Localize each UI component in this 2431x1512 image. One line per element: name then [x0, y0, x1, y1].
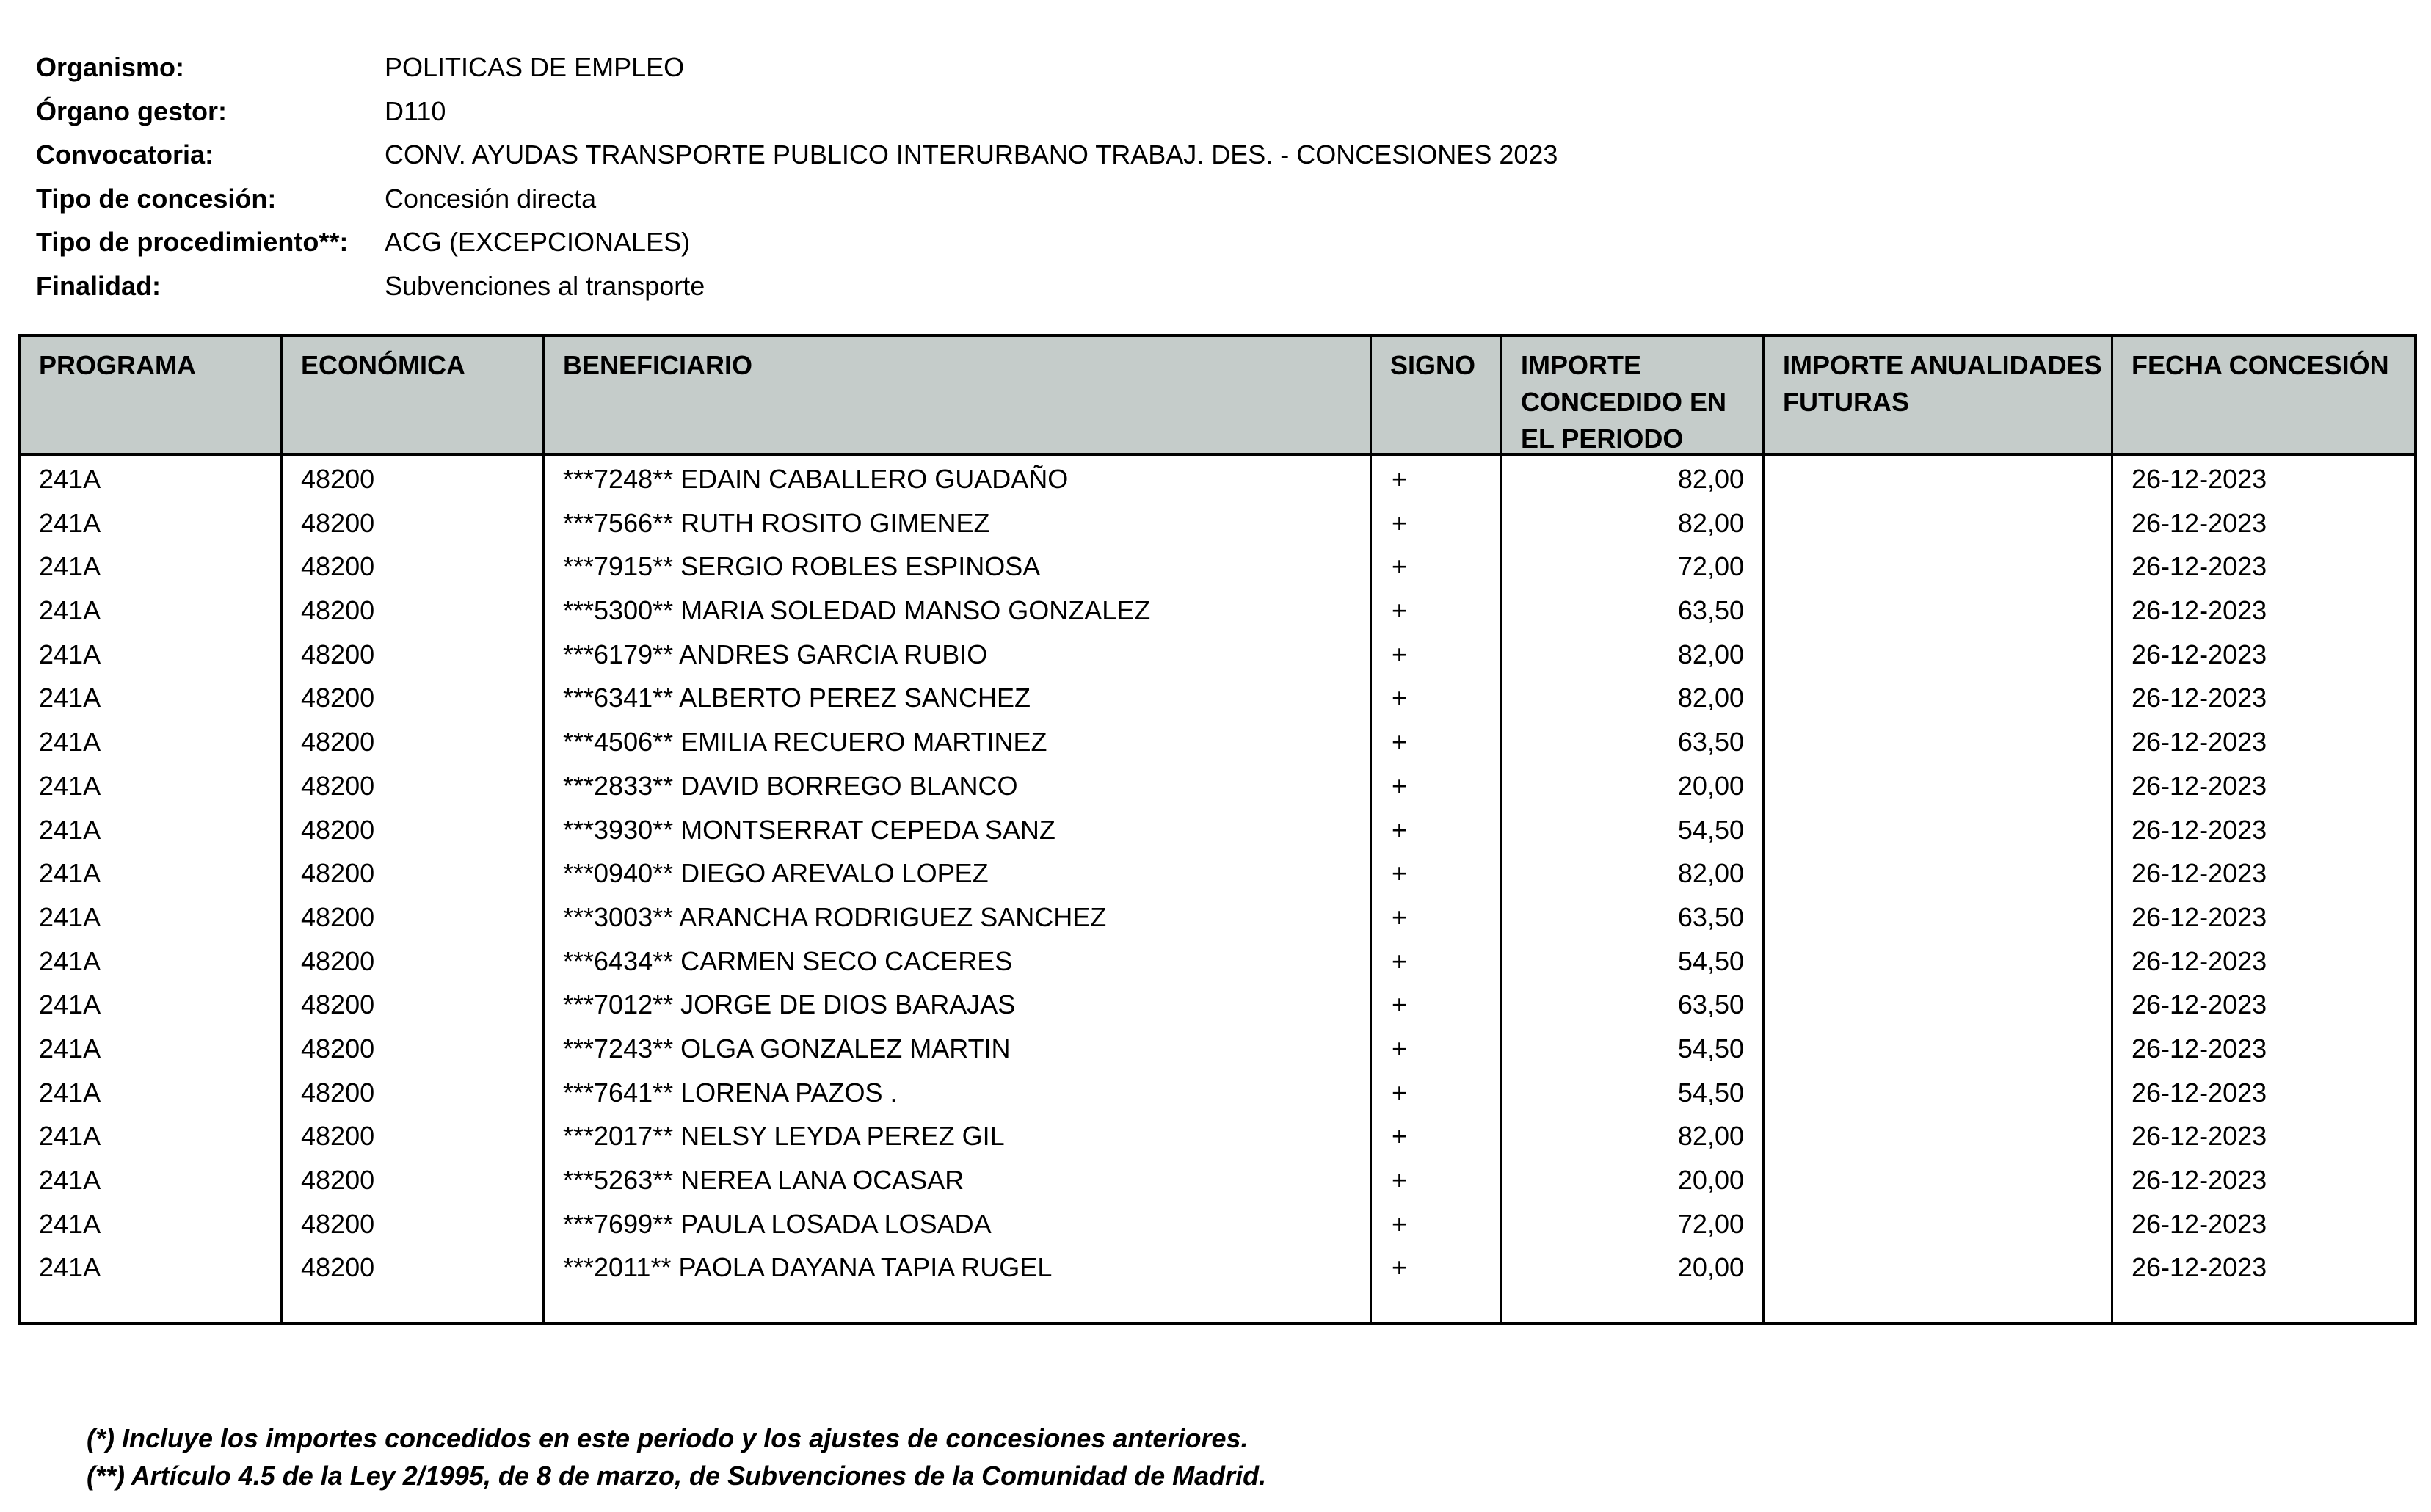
- cell-fecha-concesion: 26-12-2023: [2132, 683, 2267, 713]
- cell-programa: 241A: [39, 1165, 101, 1195]
- cell-fecha-concesion: 26-12-2023: [2132, 901, 2267, 932]
- cell-beneficiario: ***3930** MONTSERRAT CEPEDA SANZ: [563, 814, 1055, 845]
- cell-signo: +: [1392, 639, 1408, 669]
- cell-economica: 48200: [301, 639, 375, 669]
- cell-programa: 241A: [39, 683, 101, 713]
- table-row: [21, 763, 2414, 807]
- cell-beneficiario: ***3003** ARANCHA RODRIGUEZ SANCHEZ: [563, 901, 1107, 932]
- cell-signo: +: [1392, 989, 1408, 1020]
- cell-programa: 241A: [39, 1208, 101, 1239]
- cell-fecha-concesion: 26-12-2023: [2132, 1165, 2267, 1195]
- table-header: [21, 337, 2414, 456]
- cell-signo: +: [1392, 551, 1408, 582]
- cell-programa: 241A: [39, 595, 101, 626]
- cell-signo: +: [1392, 945, 1408, 976]
- cell-signo: +: [1392, 858, 1408, 889]
- table-row: [21, 1025, 2414, 1069]
- cell-importe-concedido: 54,50: [1677, 814, 1744, 845]
- table-body: [21, 456, 2414, 1288]
- cell-signo: +: [1392, 1208, 1408, 1239]
- cell-importe-concedido: 72,00: [1677, 1208, 1744, 1239]
- cell-importe-concedido: 54,50: [1677, 1033, 1744, 1064]
- column-header-fecha-concesion: FECHA CONCESIÓN: [2132, 350, 2389, 380]
- cell-signo: +: [1392, 595, 1408, 626]
- footnote: (*) Incluye los importes concedidos en este periodo y los ajustes de concesiones anteriores.: [87, 1423, 1249, 1453]
- meta-label: Órgano gestor:: [36, 95, 228, 126]
- cell-importe-concedido: 63,50: [1677, 595, 1744, 626]
- meta-value: Subvenciones al transporte: [385, 270, 705, 301]
- cell-economica: 48200: [301, 1121, 375, 1152]
- cell-programa: 241A: [39, 989, 101, 1020]
- cell-beneficiario: ***4506** EMILIA RECUERO MARTINEZ: [563, 727, 1047, 757]
- cell-fecha-concesion: 26-12-2023: [2132, 858, 2267, 889]
- cell-economica: 48200: [301, 1252, 375, 1283]
- cell-signo: +: [1392, 1033, 1408, 1064]
- cell-programa: 241A: [39, 770, 101, 801]
- cell-importe-concedido: 82,00: [1677, 858, 1744, 889]
- meta-row: [36, 90, 1558, 134]
- cell-signo: +: [1392, 507, 1408, 538]
- cell-signo: +: [1392, 770, 1408, 801]
- cell-beneficiario: ***7699** PAULA LOSADA LOSADA: [563, 1208, 992, 1239]
- cell-importe-concedido: 63,50: [1677, 901, 1744, 932]
- cell-beneficiario: ***0940** DIEGO AREVALO LOPEZ: [563, 858, 989, 889]
- cell-importe-concedido: 54,50: [1677, 945, 1744, 976]
- meta-row: [36, 46, 1558, 90]
- cell-importe-concedido: 54,50: [1677, 1077, 1744, 1108]
- cell-fecha-concesion: 26-12-2023: [2132, 507, 2267, 538]
- cell-signo: +: [1392, 1165, 1408, 1195]
- table-row: [21, 1244, 2414, 1288]
- cell-signo: +: [1392, 727, 1408, 757]
- cell-programa: 241A: [39, 814, 101, 845]
- cell-fecha-concesion: 26-12-2023: [2132, 1033, 2267, 1064]
- table-row: [21, 1069, 2414, 1113]
- cell-beneficiario: ***2833** DAVID BORREGO BLANCO: [563, 770, 1018, 801]
- cell-importe-concedido: 82,00: [1677, 464, 1744, 494]
- cell-programa: 241A: [39, 507, 101, 538]
- cell-fecha-concesion: 26-12-2023: [2132, 814, 2267, 845]
- cell-economica: 48200: [301, 858, 375, 889]
- cell-programa: 241A: [39, 727, 101, 757]
- cell-economica: 48200: [301, 814, 375, 845]
- cell-programa: 241A: [39, 901, 101, 932]
- cell-beneficiario: ***7641** LORENA PAZOS .: [563, 1077, 898, 1108]
- cell-importe-concedido: 20,00: [1677, 770, 1744, 801]
- cell-importe-concedido: 82,00: [1677, 683, 1744, 713]
- cell-beneficiario: ***6434** CARMEN SECO CACERES: [563, 945, 1013, 976]
- cell-beneficiario: ***7248** EDAIN CABALLERO GUADAÑO: [563, 464, 1069, 494]
- cell-importe-concedido: 82,00: [1677, 507, 1744, 538]
- cell-programa: 241A: [39, 945, 101, 976]
- table-row: [21, 456, 2414, 500]
- cell-economica: 48200: [301, 770, 375, 801]
- cell-fecha-concesion: 26-12-2023: [2132, 639, 2267, 669]
- cell-programa: 241A: [39, 1252, 101, 1283]
- table-row: [21, 807, 2414, 851]
- meta-label: Tipo de concesión:: [36, 183, 277, 214]
- table-row: [21, 675, 2414, 719]
- table-row: [21, 850, 2414, 894]
- cell-economica: 48200: [301, 683, 375, 713]
- cell-economica: 48200: [301, 551, 375, 582]
- cell-signo: +: [1392, 901, 1408, 932]
- table-row: [21, 1201, 2414, 1245]
- cell-beneficiario: ***5263** NEREA LANA OCASAR: [563, 1165, 964, 1195]
- cell-fecha-concesion: 26-12-2023: [2132, 770, 2267, 801]
- cell-economica: 48200: [301, 727, 375, 757]
- cell-signo: +: [1392, 814, 1408, 845]
- document-metadata: [36, 46, 1558, 308]
- meta-label: Tipo de procedimiento**:: [36, 227, 349, 257]
- table-row: [21, 1113, 2414, 1157]
- cell-economica: 48200: [301, 595, 375, 626]
- meta-row: [36, 220, 1558, 264]
- column-header-signo: SIGNO: [1390, 350, 1476, 380]
- cell-programa: 241A: [39, 1033, 101, 1064]
- column-header-economica: ECONÓMICA: [301, 350, 465, 380]
- cell-importe-concedido: 63,50: [1677, 727, 1744, 757]
- table-row: [21, 587, 2414, 631]
- cell-beneficiario: ***5300** MARIA SOLEDAD MANSO GONZALEZ: [563, 595, 1151, 626]
- cell-signo: +: [1392, 1252, 1408, 1283]
- meta-label: Convocatoria:: [36, 139, 214, 170]
- meta-value: CONV. AYUDAS TRANSPORTE PUBLICO INTERURBANO TRABAJ. DES. - CONCESIONES 2023: [385, 139, 1558, 170]
- cell-economica: 48200: [301, 464, 375, 494]
- cell-signo: +: [1392, 464, 1408, 494]
- cell-signo: +: [1392, 1121, 1408, 1152]
- cell-fecha-concesion: 26-12-2023: [2132, 1252, 2267, 1283]
- table-row: [21, 981, 2414, 1025]
- meta-label: Organismo:: [36, 52, 185, 82]
- cell-importe-concedido: 20,00: [1677, 1165, 1744, 1195]
- cell-importe-concedido: 82,00: [1677, 639, 1744, 669]
- cell-economica: 48200: [301, 945, 375, 976]
- table-row: [21, 500, 2414, 544]
- table-row: [21, 719, 2414, 763]
- cell-fecha-concesion: 26-12-2023: [2132, 1208, 2267, 1239]
- cell-importe-concedido: 82,00: [1677, 1121, 1744, 1152]
- column-header-beneficiario: BENEFICIARIO: [563, 350, 753, 380]
- table-row: [21, 543, 2414, 587]
- cell-beneficiario: ***2011** PAOLA DAYANA TAPIA RUGEL: [563, 1252, 1053, 1283]
- meta-row: [36, 177, 1558, 221]
- meta-value: POLITICAS DE EMPLEO: [385, 52, 685, 82]
- cell-economica: 48200: [301, 1077, 375, 1108]
- meta-row: [36, 264, 1558, 308]
- cell-fecha-concesion: 26-12-2023: [2132, 1077, 2267, 1108]
- cell-importe-concedido: 72,00: [1677, 551, 1744, 582]
- cell-fecha-concesion: 26-12-2023: [2132, 595, 2267, 626]
- column-header-programa: PROGRAMA: [39, 350, 196, 380]
- table-row: [21, 938, 2414, 982]
- meta-value: Concesión directa: [385, 183, 597, 214]
- cell-signo: +: [1392, 683, 1408, 713]
- cell-beneficiario: ***7566** RUTH ROSITO GIMENEZ: [563, 507, 990, 538]
- cell-economica: 48200: [301, 1165, 375, 1195]
- cell-economica: 48200: [301, 901, 375, 932]
- meta-value: ACG (EXCEPCIONALES): [385, 227, 691, 257]
- column-header-importe-concedido: IMPORTE CONCEDIDO EN EL PERIODO: [1521, 350, 1727, 454]
- meta-row: [36, 133, 1558, 177]
- cell-fecha-concesion: 26-12-2023: [2132, 945, 2267, 976]
- cell-beneficiario: ***7243** OLGA GONZALEZ MARTIN: [563, 1033, 1011, 1064]
- footnote: (**) Artículo 4.5 de la Ley 2/1995, de 8 de marzo, de Subvenciones de la Comunidad de Madrid.: [87, 1461, 1267, 1491]
- cell-beneficiario: ***6179** ANDRES GARCIA RUBIO: [563, 639, 988, 669]
- cell-importe-concedido: 20,00: [1677, 1252, 1744, 1283]
- column-header-importe-anualidades: IMPORTE ANUALIDADES FUTURAS: [1783, 350, 2102, 417]
- cell-economica: 48200: [301, 989, 375, 1020]
- cell-beneficiario: ***2017** NELSY LEYDA PEREZ GIL: [563, 1121, 1005, 1152]
- cell-economica: 48200: [301, 1033, 375, 1064]
- cell-economica: 48200: [301, 507, 375, 538]
- table-row: [21, 1157, 2414, 1201]
- cell-importe-concedido: 63,50: [1677, 989, 1744, 1020]
- cell-fecha-concesion: 26-12-2023: [2132, 727, 2267, 757]
- cell-signo: +: [1392, 1077, 1408, 1108]
- footnotes: [87, 1420, 1266, 1494]
- table-row: [21, 894, 2414, 938]
- cell-beneficiario: ***7915** SERGIO ROBLES ESPINOSA: [563, 551, 1041, 582]
- grants-table: [18, 334, 2417, 1325]
- meta-label: Finalidad:: [36, 270, 161, 301]
- table-row: [21, 631, 2414, 675]
- cell-beneficiario: ***7012** JORGE DE DIOS BARAJAS: [563, 989, 1016, 1020]
- cell-programa: 241A: [39, 551, 101, 582]
- cell-programa: 241A: [39, 464, 101, 494]
- cell-fecha-concesion: 26-12-2023: [2132, 464, 2267, 494]
- cell-fecha-concesion: 26-12-2023: [2132, 551, 2267, 582]
- cell-economica: 48200: [301, 1208, 375, 1239]
- meta-value: D110: [385, 95, 446, 126]
- cell-fecha-concesion: 26-12-2023: [2132, 1121, 2267, 1152]
- cell-programa: 241A: [39, 858, 101, 889]
- cell-programa: 241A: [39, 1077, 101, 1108]
- cell-programa: 241A: [39, 1121, 101, 1152]
- cell-programa: 241A: [39, 639, 101, 669]
- cell-beneficiario: ***6341** ALBERTO PEREZ SANCHEZ: [563, 683, 1031, 713]
- cell-fecha-concesion: 26-12-2023: [2132, 989, 2267, 1020]
